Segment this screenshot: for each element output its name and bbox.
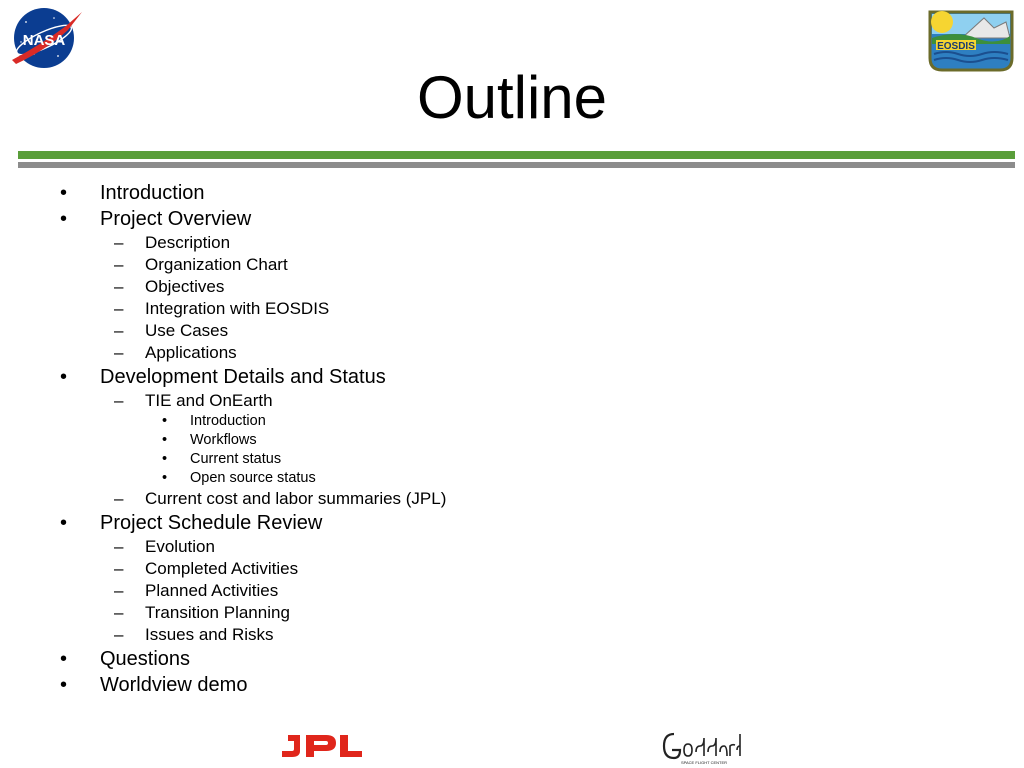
outline-item-level-2 — [0, 342, 1024, 364]
outline-item-text: Transition Planning — [145, 603, 290, 622]
outline-item-text: Objectives — [145, 277, 225, 296]
outline-item-text: Organization Chart — [145, 255, 288, 274]
outline-item-level-3 — [0, 450, 1024, 469]
outline-item-level-2 — [0, 320, 1024, 342]
outline-item-level-2 — [0, 624, 1024, 646]
title-divider-green — [18, 151, 1015, 159]
outline-item-level-3 — [0, 469, 1024, 488]
outline-item-text: Introduction — [190, 413, 266, 429]
svg-text:SPACE FLIGHT CENTER: SPACE FLIGHT CENTER — [680, 760, 728, 765]
bullet-marker: • — [162, 432, 168, 448]
dash-marker: – — [114, 277, 124, 296]
outline-item-level-1 — [0, 510, 1024, 536]
bullet-marker: • — [162, 451, 168, 467]
bullet-marker: • — [60, 366, 68, 388]
bullet-marker: • — [60, 648, 68, 670]
outline-item-text: Workflows — [190, 432, 257, 448]
bullet-marker: • — [60, 674, 68, 696]
outline-item-text: Worldview demo — [100, 674, 248, 696]
outline-item-level-2 — [0, 254, 1024, 276]
outline-list — [0, 180, 1024, 698]
outline-item-text: Introduction — [100, 182, 205, 204]
dash-marker: – — [114, 625, 124, 644]
svg-text:NASA: NASA — [22, 32, 66, 49]
outline-item-level-2 — [0, 558, 1024, 580]
bullet-marker: • — [162, 470, 168, 486]
outline-item-text: Applications — [145, 343, 237, 362]
outline-item-level-1 — [0, 672, 1024, 698]
dash-marker: – — [114, 489, 124, 508]
outline-item-level-2 — [0, 602, 1024, 624]
outline-item-text: Open source status — [190, 470, 316, 486]
dash-marker: – — [114, 255, 124, 274]
dash-marker: – — [114, 299, 124, 318]
outline-item-level-2 — [0, 390, 1024, 412]
outline-item-level-2 — [0, 536, 1024, 558]
outline-item-text: Description — [145, 233, 231, 252]
outline-item-text: Project Schedule Review — [100, 512, 323, 534]
outline-item-level-3 — [0, 412, 1024, 431]
outline-item-text: Questions — [100, 648, 191, 670]
svg-text:EOSDIS: EOSDIS — [937, 41, 975, 52]
dash-marker: – — [114, 343, 124, 362]
goddard-logo — [660, 728, 742, 766]
dash-marker: – — [114, 391, 124, 410]
outline-item-level-1 — [0, 646, 1024, 672]
outline-item-text: Completed Activities — [145, 559, 299, 578]
outline-item-text: Planned Activities — [145, 581, 279, 600]
dash-marker: – — [114, 537, 124, 556]
jpl-logo — [278, 733, 364, 759]
outline-item-level-2 — [0, 488, 1024, 510]
outline-item-level-1 — [0, 364, 1024, 390]
outline-item-level-2 — [0, 276, 1024, 298]
outline-item-text: Project Overview — [100, 208, 252, 230]
bullet-marker: • — [60, 512, 68, 534]
outline-item-text: Use Cases — [145, 321, 229, 340]
title-divider-gray — [18, 162, 1015, 168]
nasa-logo — [6, 4, 84, 70]
outline-item-text: Current cost and labor summaries (JPL) — [145, 489, 447, 508]
outline-item-text: TIE and OnEarth — [145, 391, 273, 410]
dash-marker: – — [114, 321, 124, 340]
dash-marker: – — [114, 581, 124, 600]
outline-item-text: Integration with EOSDIS — [145, 299, 330, 318]
bullet-marker: • — [162, 413, 168, 429]
outline-item-text: Issues and Risks — [145, 625, 274, 644]
outline-item-level-1 — [0, 180, 1024, 206]
outline-item-level-2 — [0, 298, 1024, 320]
outline-item-text: Development Details and Status — [100, 366, 386, 388]
outline-item-level-1 — [0, 206, 1024, 232]
dash-marker: – — [114, 559, 124, 578]
dash-marker: – — [114, 233, 124, 252]
outline-item-level-3 — [0, 431, 1024, 450]
slide-title: Outline — [416, 64, 608, 131]
outline-item-level-2 — [0, 232, 1024, 254]
outline-item-text: Current status — [190, 451, 282, 467]
outline-item-text: Evolution — [145, 537, 215, 556]
bullet-marker: • — [60, 182, 68, 204]
outline-item-level-2 — [0, 580, 1024, 602]
bullet-marker: • — [60, 208, 68, 230]
dash-marker: – — [114, 603, 124, 622]
